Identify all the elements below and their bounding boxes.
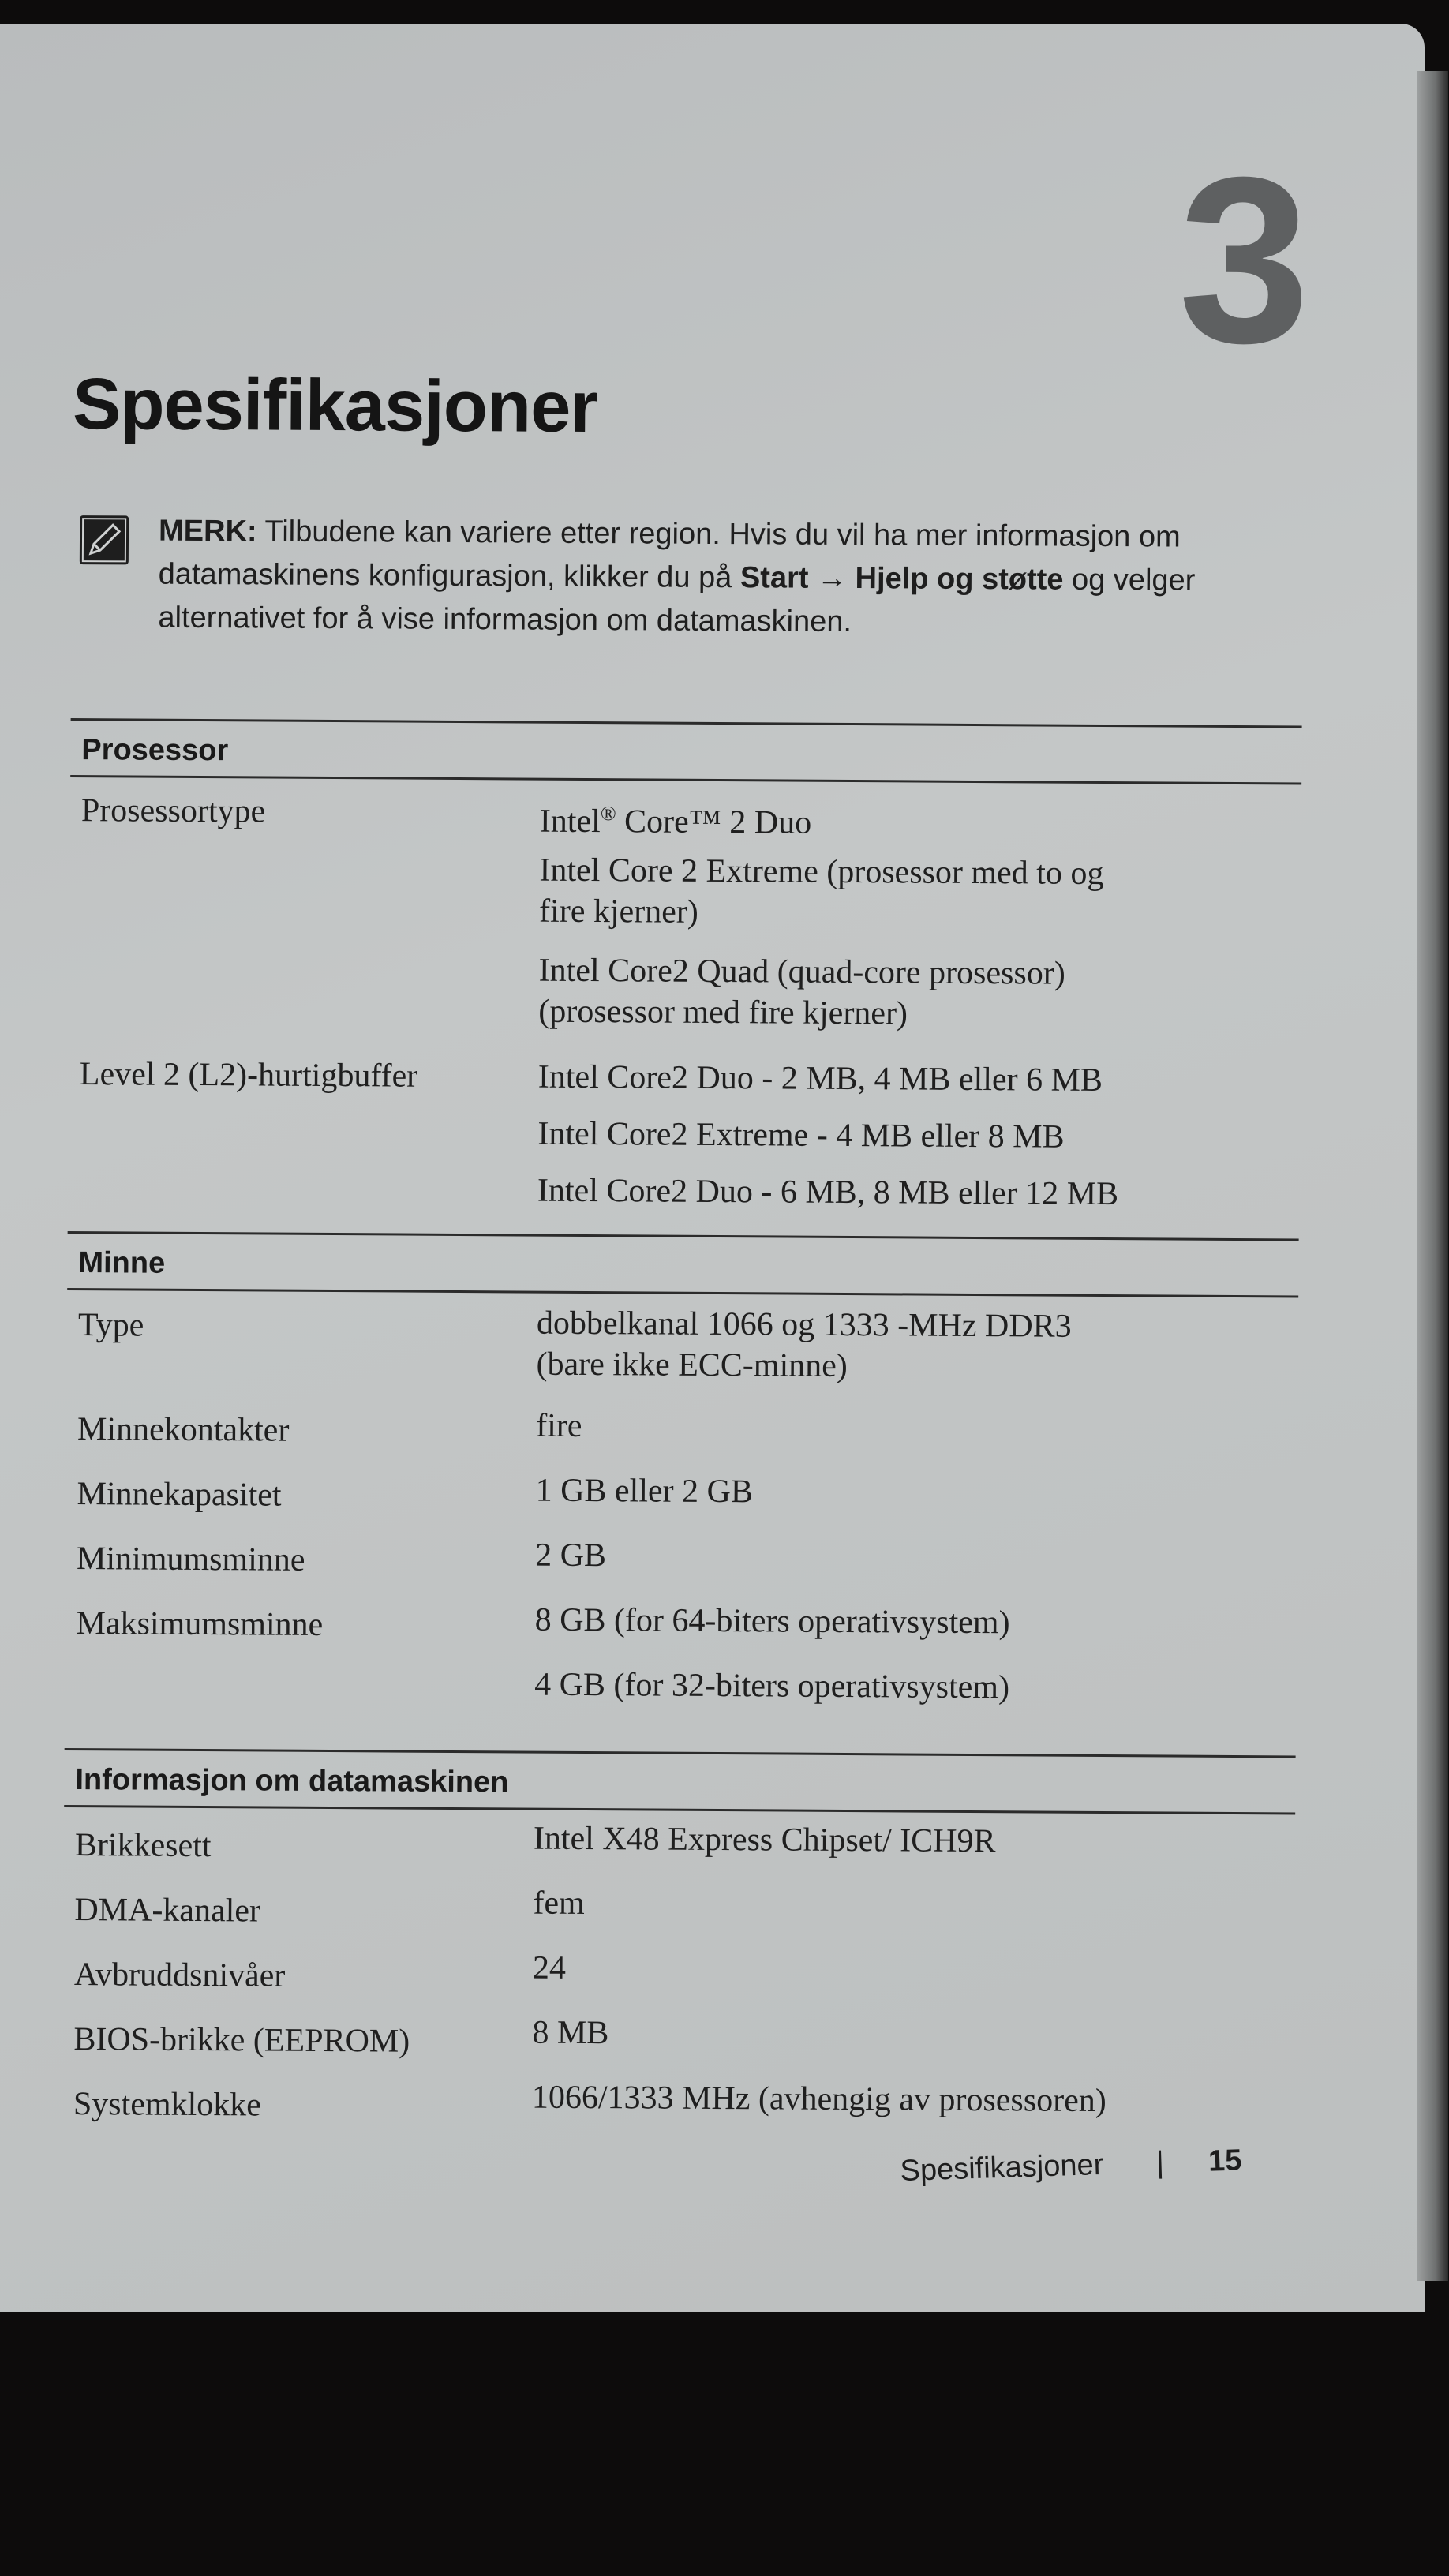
note-text-part-1: Tilbudene kan variere etter region. Hvis du vil ha mer informasjon om datamaskinens konfigurasjon, klikker du på <box>158 515 1181 595</box>
spec-label: Minnekontakter <box>77 1411 290 1449</box>
note-block <box>80 509 1311 639</box>
registered-mark: ® <box>600 802 616 826</box>
note-help-term: Hjelp og støtte <box>855 562 1064 597</box>
spec-value: fem <box>533 1885 585 1922</box>
spec-label: DMA-kanaler <box>74 1892 261 1930</box>
section-informasjon <box>64 1748 1295 2124</box>
section-title: Informasjon om datamaskinen <box>64 1750 1295 1815</box>
spec-value: (bare ikke ECC-minne) <box>536 1346 848 1385</box>
note-text <box>158 510 1311 647</box>
spec-label: Avbruddsnivåer <box>73 1956 286 1994</box>
page-edge <box>1417 71 1448 2281</box>
note-pencil-icon <box>80 515 129 564</box>
spec-value: Intel Core 2 Extreme (prosessor med to og <box>539 852 1104 892</box>
spec-value: 4 GB (for 32-biters operativsystem) <box>534 1666 1010 1706</box>
spec-value: Intel® Core™ 2 Duo <box>539 802 812 841</box>
spec-value: 8 GB (for 64-biters operativsystem) <box>534 1601 1010 1642</box>
spec-value: Intel Core2 Extreme - 4 MB eller 8 MB <box>537 1115 1065 1155</box>
page-number: 15 <box>1208 2144 1243 2178</box>
spec-value: Intel X48 Express Chipset/ ICH9R <box>533 1820 996 1860</box>
spec-label: Maksimumsminne <box>76 1605 324 1643</box>
section-minne <box>67 1231 1298 1706</box>
note-arrow: → <box>808 561 856 596</box>
spec-label: Minnekapasitet <box>77 1476 282 1514</box>
footer-separator <box>1159 2151 1162 2179</box>
spec-value: Intel Core2 Duo - 6 MB, 8 MB eller 12 MB <box>537 1172 1119 1213</box>
spec-value: 1 GB eller 2 GB <box>535 1472 754 1511</box>
spec-label: Type <box>77 1307 144 1344</box>
footer-title: Spesifikasjoner <box>900 2147 1104 2188</box>
spec-value: Intel Core2 Duo - 2 MB, 4 MB eller 6 MB <box>537 1058 1103 1099</box>
spec-label: Brikkesett <box>74 1827 212 1865</box>
note-text-part-2: og velger alternativet for å vise informasjon om datamaskinen. <box>158 563 1196 639</box>
document-page <box>0 24 1425 2312</box>
section-title: Minne <box>67 1234 1298 1298</box>
section-title: Prosessor <box>70 721 1301 785</box>
spec-label: BIOS-brikke (EEPROM) <box>73 2021 410 2060</box>
spec-label: Minimumsminne <box>76 1541 305 1578</box>
section-prosessor <box>70 718 1301 1213</box>
spec-value: 1066/1333 MHz (avhengig av prosessoren) <box>531 2079 1106 2120</box>
spec-value: 24 <box>532 1949 567 1986</box>
spec-label: Level 2 (L2)-hurtigbuffer <box>79 1056 418 1095</box>
spec-value: Intel Core2 Quad (quad-core prosessor) <box>538 952 1065 992</box>
spec-value: 2 GB <box>535 1537 607 1574</box>
chapter-number: 3 <box>1178 126 1304 393</box>
spec-value: (prosessor med fire kjerner) <box>538 993 908 1032</box>
spec-label: Prosessortype <box>80 792 266 830</box>
page-content <box>72 24 1354 2124</box>
spec-value: dobbelkanal 1066 og 1333 -MHz DDR3 <box>536 1305 1072 1345</box>
spec-value: 8 MB <box>532 2014 609 2052</box>
spec-value: fire kjerner) <box>539 893 698 930</box>
note-label: MERK: <box>158 514 257 549</box>
spec-value: fire <box>536 1407 582 1444</box>
page-footer <box>900 2140 1374 2188</box>
chapter-title: Spesifikasjoner <box>72 363 598 448</box>
note-start-term: Start <box>739 561 809 595</box>
spec-label: Systemklokke <box>73 2086 262 2124</box>
